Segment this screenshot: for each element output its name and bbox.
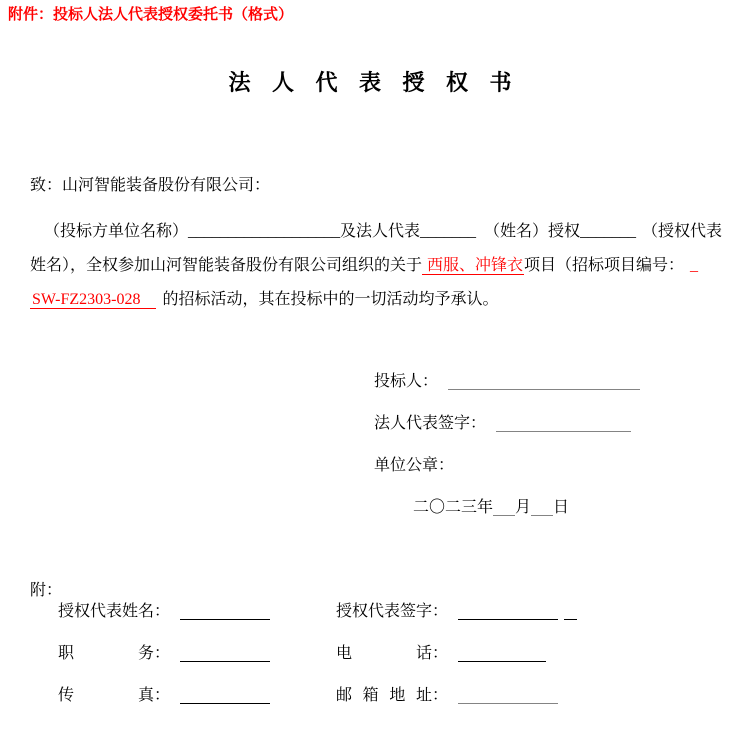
appendix-row [58,602,270,622]
appendix-row [58,644,270,664]
legal-rep-blank-line [496,416,631,432]
auth-rep-sign-blank-line-short [564,604,577,620]
appendix-label: 附： [30,582,63,599]
body-line3 [30,290,498,310]
bidder-unit-label: （投标方单位名称） [44,223,189,240]
project-number-red-blank: _ [690,257,699,274]
body-line3-tail: 的招标活动，其在投标中的一切活动均予承认。 [162,291,499,308]
body-line2 [30,256,698,276]
bidder-signature-row [374,372,640,392]
salutation: 致：山河智能装备股份有限公司： [30,177,271,194]
fax-blank-line [180,688,270,704]
legal-rep-text: 及法人代表 [340,223,421,240]
authorized-rep-blank: _______ [580,223,637,240]
bidder-blank-line [448,374,640,390]
body-line1 [44,222,722,242]
bidder-label: 投标人： [374,373,439,390]
position-blank-line [180,646,270,662]
company-seal-label: 单位公章： [374,457,455,474]
fax-label: 传真 [58,687,154,704]
auth-rep-sign-colon: ： [432,603,449,620]
legal-rep-sign-label: 法人代表签字： [374,415,487,432]
appendix-row [336,602,577,622]
auth-rep-name-blank-line [180,604,270,620]
position-label: 职务 [58,645,154,662]
date-year-text: 二〇二三年 [413,499,494,516]
body-line2-post: 项目（招标项目编号： [524,257,685,274]
bidder-unit-blank: ___________________ [188,223,341,240]
email-label: 邮箱地址 [336,687,432,704]
position-colon: ： [154,645,171,662]
phone-label: 电话 [336,645,432,662]
date-month-blank [493,500,515,516]
authorized-rep-paren-text: （授权代表 [642,223,723,240]
company-seal-row [374,456,454,476]
fax-colon: ： [154,687,171,704]
phone-blank-line [458,646,546,662]
auth-rep-name-colon: ： [154,603,171,620]
document-title: 法 人 代 表 授 权 书 [228,70,516,95]
name-authorize-text: （姓名）授权 [484,223,581,240]
date-day-text: 日 [553,499,570,516]
auth-rep-name-label: 授权代表姓名 [58,603,155,620]
auth-rep-sign-label: 授权代表签字 [336,603,433,620]
email-blank-line [458,688,558,704]
legal-rep-name-blank: _______ [420,223,477,240]
appendix-row [336,644,546,664]
auth-rep-sign-blank-line [458,604,558,620]
legal-rep-signature-row [374,414,631,434]
attachment-note: 附件：投标人法人代表授权委托书（格式） [8,7,294,23]
date-row [413,498,569,518]
phone-colon: ： [432,645,449,662]
appendix-row [336,686,558,706]
body-line2-pre: 姓名），全权参加山河智能装备股份有限公司组织的关于 [30,257,423,274]
tender-project-code-red-text: SW-FZ2303-028 [30,291,156,309]
project-name-red-text: 西服、冲锋衣 [422,257,524,275]
email-colon: ： [432,687,449,704]
date-month-text: 月 [515,499,532,516]
appendix-row [58,686,270,706]
date-day-blank [531,500,553,516]
